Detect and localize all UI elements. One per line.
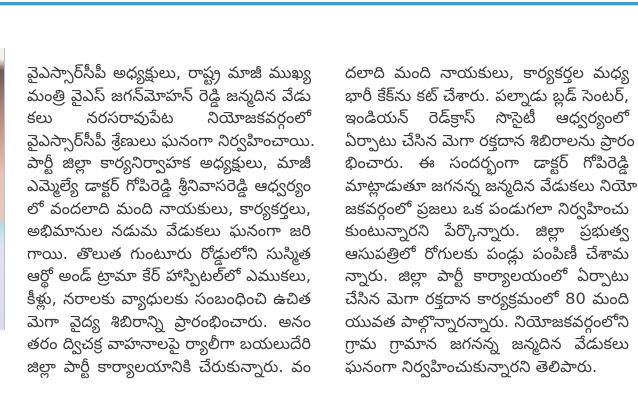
text-line: గాయి. తొలుత గుంటూరు రోడ్డులోని సుస్మిత <box>27 243 311 263</box>
text-line: దలాది మంది నాయకులు, కార్యకర్తల మధ్య <box>345 63 629 82</box>
text-line: ఏర్పాటు చేసిన మెగా రక్తదాన శిబిరాలను ప్రారం <box>345 130 635 150</box>
text-line: మెగా వైద్య శిబిరాన్ని ప్రారంభించారు. అనం <box>27 311 311 331</box>
text-line: మంత్రి వైఎస్ జగన్‌మోహన్ రెడ్డి జన్మదిన వేడు <box>27 85 311 105</box>
article-column-left <box>27 62 316 378</box>
top-rule-divider <box>0 2 638 5</box>
text-line: ఘనంగా నిర్వహించుకున్నారని తెలిపారు. <box>345 356 598 376</box>
text-line: జకవర్గంలో ప్రజలు ఒక పండుగలా నిర్వహించు <box>345 198 629 218</box>
text-line: భించారు. ఈ సందర్భంగా డాక్టర్ గోపిరెడ్డి <box>345 153 629 173</box>
text-line: ఆర్థో అండ్ ట్రామా కేర్ హాస్పిటల్‌లో ఎముకలు, <box>27 266 311 286</box>
text-line: చేసిన మెగా రక్తదాన కార్యక్రమంలో 80 మంది <box>345 288 629 308</box>
text-line: అభిమానుల నడుమ వేడుకలు ఘనంగా జరి <box>27 221 311 241</box>
adjacent-photo-edge <box>0 48 5 330</box>
text-line: కీళ్లు, నరాలకు వ్యాధులకు సంబంధించి ఉచిత <box>27 288 311 308</box>
article-column-right <box>345 62 638 378</box>
text-line: గ్రామ గ్రామాన జగనన్న జన్మదిన వేడుకలు <box>345 334 629 354</box>
text-line: ఎమ్మెల్యే డాక్టర్ గోపిరెడ్డి శ్రీనివాసరెడ్డి ఆధ్వర్యం <box>27 175 311 195</box>
text-line: లో వందలాది మంది నాయకులు, కార్యకర్తలు, <box>27 198 311 218</box>
text-line: భారీ కేక్‌ను కట్ చేశారు. పల్నాడు బ్లడ్ సెంటర్, <box>345 85 629 105</box>
text-line: మాట్లాడుతూ జగనన్న జన్మదిన వేడుకలు నియో <box>345 175 638 195</box>
text-line: వైఎస్సార్‌సీపీ శ్రేణులు ఘనంగా నిర్వహించాయి. <box>27 130 316 150</box>
text-line: న్నారు. జిల్లా పార్టీ కార్యాలయంలో ఏర్పాటు <box>345 266 629 286</box>
text-line: కుంటున్నారని పేర్కొన్నారు. జిల్లా ప్రభుత్వ <box>345 221 629 241</box>
text-line: కలు నరసరావుపేట నియోజకవర్గంలో <box>27 108 311 128</box>
text-line: వైఎస్సార్‌సీపీ అధ్యక్షులు, రాష్ట్ర మాజీ ముఖ్య <box>27 63 311 82</box>
text-line: తరం ద్విచక్ర వాహనాలపై ర్యాలీగా బయలుదేరి <box>27 334 311 354</box>
text-line: జిల్లా పార్టీ కార్యాలయానికి చేరుకున్నారు. వం <box>27 356 311 376</box>
text-line: ఇండియన్ రెడ్‌క్రాస్ సొసైటీ ఆధ్వర్యంలో <box>345 108 629 128</box>
text-line: యువత పాల్గొన్నారన్నారు. నియోజకవర్గంలోని <box>345 311 629 331</box>
text-line: పార్టీ జిల్లా కార్యనిర్వాహక అధ్యక్షులు, మాజీ <box>27 153 311 173</box>
text-line: ఆసుపత్రిలో రోగులకు పండ్లు పంపిణీ చేశామ <box>345 243 629 263</box>
